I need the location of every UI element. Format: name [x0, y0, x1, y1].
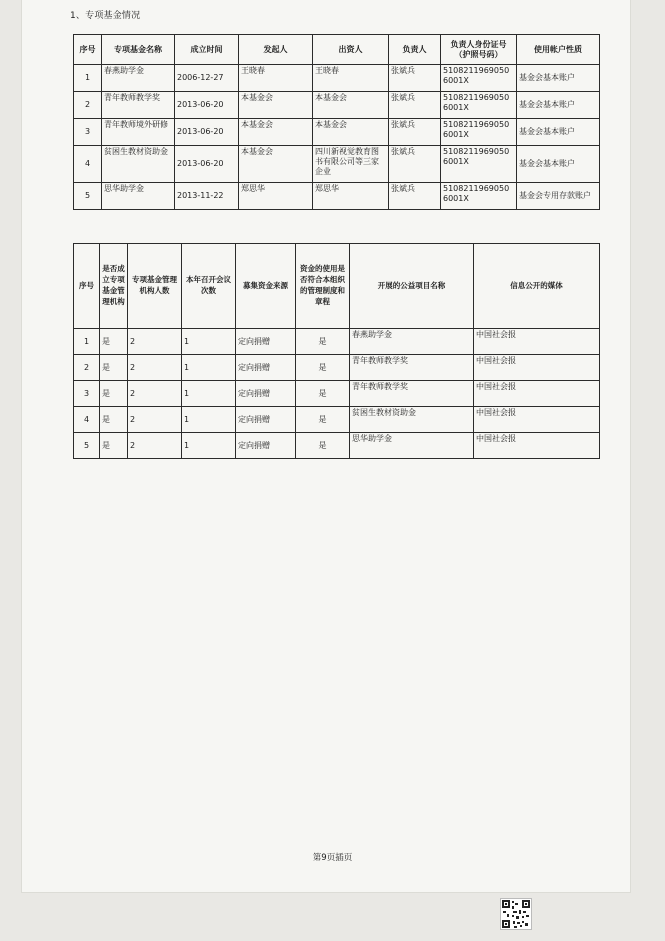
- table-cell: 思华助学金: [350, 433, 474, 459]
- table-cell: 中国社会报: [474, 407, 600, 433]
- table-cell: 基金会专用存款账户: [517, 183, 600, 210]
- table-header-row: [74, 35, 600, 65]
- table-cell: 定向捐赠: [236, 381, 296, 407]
- table-cell: 青年教师教学奖: [350, 381, 474, 407]
- header-cell: 专项基金管理机构人数: [128, 244, 182, 329]
- table-cell: 2: [128, 433, 182, 459]
- table-cell: 4: [74, 407, 100, 433]
- table-cell: 3: [74, 119, 102, 146]
- table-cell: 中国社会报: [474, 433, 600, 459]
- table-cell: 定向捐赠: [236, 355, 296, 381]
- table-cell: 本基金会: [239, 146, 313, 183]
- table-row: [74, 407, 600, 433]
- table-cell: 2: [128, 355, 182, 381]
- header-cell: 负责人: [389, 35, 441, 65]
- table-row: [74, 381, 600, 407]
- table-row: [74, 433, 600, 459]
- table-cell: 2006-12-27: [175, 65, 239, 92]
- table-cell: 基金会基本账户: [517, 119, 600, 146]
- table-cell: 郑思华: [239, 183, 313, 210]
- table-cell: 张斌兵: [389, 119, 441, 146]
- table-cell: 2: [128, 407, 182, 433]
- table-cell: 2013-11-22: [175, 183, 239, 210]
- table-cell: 思华助学金: [102, 183, 175, 210]
- section-title: 1、专项基金情况: [70, 11, 141, 21]
- table-cell: 1: [182, 355, 236, 381]
- table-cell: 51082119690506001X: [441, 183, 517, 210]
- table-cell: 定向捐赠: [236, 329, 296, 355]
- table-cell: 青年教师境外研修: [102, 119, 175, 146]
- header-cell: 使用帐户性质: [517, 35, 600, 65]
- table-cell: 1: [182, 381, 236, 407]
- table-cell: 中国社会报: [474, 355, 600, 381]
- table-cell: 5: [74, 183, 102, 210]
- table-cell: 是: [100, 433, 128, 459]
- header-cell: 本年召开会议次数: [182, 244, 236, 329]
- table-row: [74, 355, 600, 381]
- table-cell: 基金会基本账户: [517, 146, 600, 183]
- table-cell: 基金会基本账户: [517, 65, 600, 92]
- table-cell: 是: [100, 355, 128, 381]
- table-cell: 4: [74, 146, 102, 183]
- table-cell: 是: [100, 329, 128, 355]
- header-cell: 序号: [74, 35, 102, 65]
- table-cell: 1: [182, 433, 236, 459]
- header-cell: 开展的公益项目名称: [350, 244, 474, 329]
- table-row: [74, 183, 600, 210]
- table-cell: 张斌兵: [389, 92, 441, 119]
- table-cell: 张斌兵: [389, 146, 441, 183]
- table-cell: 中国社会报: [474, 329, 600, 355]
- table-cell: 51082119690506001X: [441, 92, 517, 119]
- table-cell: 2: [128, 381, 182, 407]
- table-cell: 是: [296, 329, 350, 355]
- table-cell: 51082119690506001X: [441, 146, 517, 183]
- table-cell: 王晓春: [313, 65, 389, 92]
- table-row: [74, 329, 600, 355]
- table-cell: 是: [100, 407, 128, 433]
- header-cell: 募集资金来源: [236, 244, 296, 329]
- table-cell: 51082119690506001X: [441, 119, 517, 146]
- table-cell: 2: [74, 92, 102, 119]
- table-cell: 定向捐赠: [236, 433, 296, 459]
- table-cell: 51082119690506001X: [441, 65, 517, 92]
- table-cell: 定向捐赠: [236, 407, 296, 433]
- page-footer: 第9页插页: [312, 853, 353, 863]
- table-row: [74, 65, 600, 92]
- table-cell: 是: [100, 381, 128, 407]
- header-cell: 发起人: [239, 35, 313, 65]
- header-cell: 资金的使用是否符合本组织的管理制度和章程: [296, 244, 350, 329]
- table-cell: 是: [296, 355, 350, 381]
- table-cell: 本基金会: [239, 119, 313, 146]
- table-cell: 张斌兵: [389, 183, 441, 210]
- table-cell: 郑思华: [313, 183, 389, 210]
- table-cell: 贫困生教材资助金: [102, 146, 175, 183]
- table-cell: 青年教师教学奖: [102, 92, 175, 119]
- table-cell: 1: [74, 329, 100, 355]
- table-cell: 1: [182, 329, 236, 355]
- header-cell: 负责人身份证号（护照号码）: [441, 35, 517, 65]
- table-row: [74, 119, 600, 146]
- table-cell: 中国社会报: [474, 381, 600, 407]
- header-cell: 专项基金名称: [102, 35, 175, 65]
- header-cell: 序号: [74, 244, 100, 329]
- table-cell: 是: [296, 433, 350, 459]
- table-cell: 青年教师教学奖: [350, 355, 474, 381]
- fund-management-table: [73, 243, 600, 459]
- table-cell: 5: [74, 433, 100, 459]
- table-cell: 2013-06-20: [175, 119, 239, 146]
- table-cell: 贫困生教材资助金: [350, 407, 474, 433]
- header-cell: 是否成立专项基金管理机构: [100, 244, 128, 329]
- table-cell: 基金会基本账户: [517, 92, 600, 119]
- table-cell: 2: [74, 355, 100, 381]
- table-cell: 2013-06-20: [175, 92, 239, 119]
- table-cell: 春燕助学金: [350, 329, 474, 355]
- table-cell: 四川新视觉教育图书有限公司等三家企业: [313, 146, 389, 183]
- table-cell: 是: [296, 381, 350, 407]
- table-header-row: [74, 244, 600, 329]
- qr-code-icon: [500, 898, 532, 930]
- table-cell: 王晓春: [239, 65, 313, 92]
- header-cell: 出资人: [313, 35, 389, 65]
- header-cell: 信息公开的媒体: [474, 244, 600, 329]
- table-row: [74, 92, 600, 119]
- table-cell: 3: [74, 381, 100, 407]
- table-cell: 春燕助学金: [102, 65, 175, 92]
- table-cell: 1: [74, 65, 102, 92]
- special-fund-table: [73, 34, 600, 210]
- table-cell: 是: [296, 407, 350, 433]
- table-cell: 本基金会: [239, 92, 313, 119]
- table-cell: 本基金会: [313, 119, 389, 146]
- table-row: [74, 146, 600, 183]
- table-cell: 张斌兵: [389, 65, 441, 92]
- table-cell: 1: [182, 407, 236, 433]
- header-cell: 成立时间: [175, 35, 239, 65]
- table-cell: 2: [128, 329, 182, 355]
- table-cell: 本基金会: [313, 92, 389, 119]
- table-cell: 2013-06-20: [175, 146, 239, 183]
